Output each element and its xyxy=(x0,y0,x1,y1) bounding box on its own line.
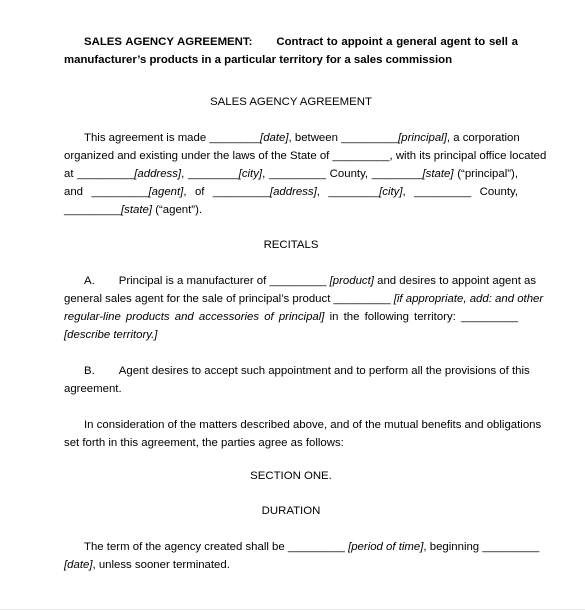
placeholder-agent-address: [address] xyxy=(269,186,317,198)
placeholder-state: [state] xyxy=(422,168,454,180)
placeholder-period: [period of time] xyxy=(348,541,424,553)
recital-b-line-2: agreement. xyxy=(64,383,122,395)
recital-a-line-3: regular-line products and accessories of principal] in the following territory: _________ xyxy=(64,311,518,323)
consideration-line-2: set forth in this agreement, the parties agree as follows: xyxy=(64,437,344,449)
placeholder-address: [address] xyxy=(134,168,182,180)
header-title-line-1 xyxy=(64,35,518,49)
recital-a-marker: A. xyxy=(84,275,95,287)
placeholder-product: [product] xyxy=(329,275,374,287)
term-line-1: The term of the agency created shall be _________ [period of time], beginning _________ xyxy=(84,541,540,553)
header-title-label: SALES AGENCY AGREEMENT: xyxy=(84,36,253,48)
placeholder-begin-date: [date] xyxy=(64,559,93,571)
header-title-line-2: manufacturer’s products in a particular territory for a sales commission xyxy=(64,54,453,66)
consideration-line-1: In consideration of the matters described above, and of the mutual benefits and obligations xyxy=(84,419,542,431)
placeholder-agent: [agent] xyxy=(148,186,184,198)
recital-b-line-1: B. Agent desires to accept such appointment and to perform all the provisions of this xyxy=(84,365,530,377)
intro-line-4: and _________[agent], of _________[address], ________[city], _________ County, xyxy=(64,186,519,198)
placeholder-date: [date] xyxy=(260,132,289,144)
recital-b-marker: B. xyxy=(84,365,95,377)
recital-a-line-1: A. Principal is a manufacturer of _________ [product] and desires to appoint agent as xyxy=(84,275,537,287)
placeholder-agent-city: [city] xyxy=(379,186,403,198)
header-title-description: Contract to appoint a general agent to sell a xyxy=(276,36,519,48)
intro-line-3: at _________[address], ________[city], _________ County, ________[state] (“principal”), xyxy=(64,168,518,180)
term-line-2: [date], unless sooner terminated. xyxy=(64,559,230,571)
intro-line-5: _________[state] (“agent”). xyxy=(64,204,203,216)
document-title: SALES AGENCY AGREEMENT xyxy=(210,96,372,108)
recitals-heading: RECITALS xyxy=(263,239,319,251)
placeholder-territory: [describe territory.] xyxy=(64,329,158,341)
placeholder-other-products: [if appropriate, add: and other xyxy=(393,293,544,305)
placeholder-principal: [principal] xyxy=(398,132,447,144)
intro-line-1: This agreement is made ________[date], between _________[principal], a corporation xyxy=(84,132,520,144)
placeholder-agent-state: [state] xyxy=(121,204,153,216)
recital-a-line-2: general sales agent for the sale of principal’s product _________ [if appropriate, add: and other xyxy=(64,293,544,305)
section-one-heading: SECTION ONE. xyxy=(250,470,332,482)
duration-heading: DURATION xyxy=(261,505,321,517)
intro-line-2: organized and existing under the laws of the State of _________, with its principal office located xyxy=(64,150,547,162)
placeholder-city: [city] xyxy=(238,168,263,180)
